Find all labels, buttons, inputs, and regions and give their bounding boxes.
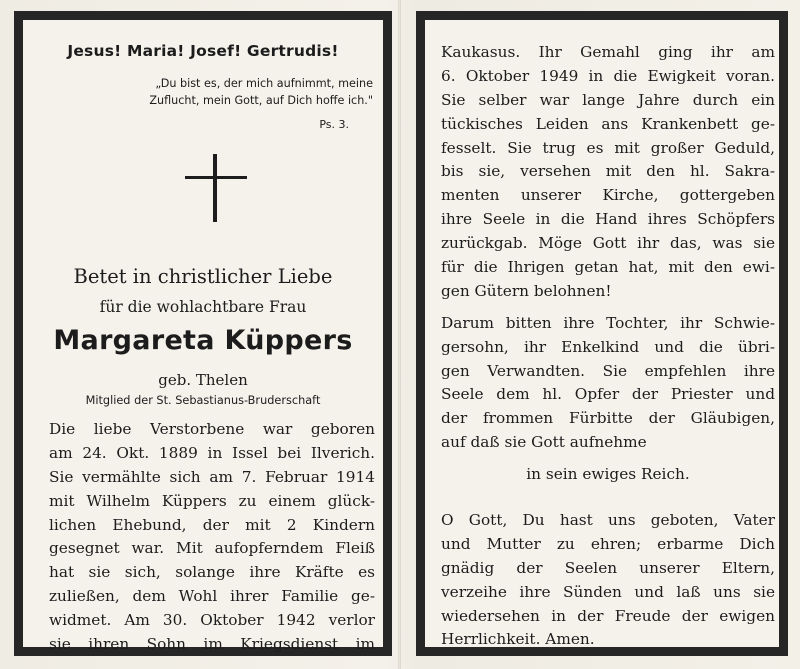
text-line: verzeihe ihre Sünden und laß uns sie xyxy=(441,582,775,601)
fold-crease xyxy=(398,0,401,669)
text-line: menten unserer Kirche, gottergeben xyxy=(441,186,775,205)
text-line: gen Gütern belohnen! xyxy=(441,281,612,300)
text-line: gesegnet war. Mit aufopferndem Fleiß xyxy=(49,539,375,558)
biography-text xyxy=(49,418,375,657)
memorial-text xyxy=(441,41,775,652)
cross-icon xyxy=(185,154,247,222)
text-line: Darum bitten ihre Tochter, ihr Schwie- xyxy=(441,313,775,332)
text-line: sie ihren Sohn im Kriegsdienst im xyxy=(49,635,375,654)
quote-line: „Du bist es, der mich aufnimmt, meine xyxy=(155,77,373,90)
deceased-name: Margareta Küppers xyxy=(53,325,353,356)
text-line: hat sie sich, solange ihre Kräfte es xyxy=(49,563,375,582)
text-line: zuließen, dem Wohl ihrer Familie ge- xyxy=(49,587,375,606)
text-line: O Gott, Du hast uns geboten, Vater xyxy=(441,511,775,530)
text-line: Die liebe Verstorbene war geboren xyxy=(49,420,375,438)
text-line: gnädig der Seelen unserer Eltern, xyxy=(441,558,775,577)
text-line: Sie selber war lange Jahre durch ein xyxy=(441,90,775,109)
text-line: 6. Oktober 1949 in die Ewigkeit voran. xyxy=(441,66,775,85)
text-line: auf daß sie Gott aufnehme xyxy=(441,433,647,452)
right-panel xyxy=(416,11,788,656)
text-line: und Mutter zu ehren; erbarme Dich xyxy=(441,534,775,553)
text-line: gen Verwandten. Sie empfehlen ihre xyxy=(441,361,775,380)
psalm-quote xyxy=(83,75,373,109)
quote-line: Zuflucht, mein Gott, auf Dich hoffe ich." xyxy=(149,94,373,107)
text-line: bis sie, versehen mit den hl. Sakra- xyxy=(441,162,775,181)
text-line: Herrlichkeit. Amen. xyxy=(441,630,595,649)
prayer-request: Betet in christlicher Liebe xyxy=(73,265,333,288)
maiden-name: geb. Thelen xyxy=(158,371,248,389)
text-line: ihre Seele in die Hand ihres Schöpfers xyxy=(441,210,775,229)
text-line: Kaukasus. Ihr Gemahl ging ihr am xyxy=(441,43,775,61)
text-line: wiedersehen in der Freude der ewigen xyxy=(441,606,775,625)
text-line: zurückgab. Möge Gott ihr das, was sie xyxy=(441,234,775,253)
left-panel xyxy=(14,11,392,656)
text-line-centered: in sein ewiges Reich. xyxy=(526,465,690,484)
paragraph-family xyxy=(441,312,775,487)
text-line: der frommen Fürbitte der Gläubigen, xyxy=(441,409,775,428)
text-line: Seele dem hl. Opfer der Priester und xyxy=(441,385,775,404)
text-line: tückisches Leiden ans Krankenbett ge- xyxy=(441,114,775,133)
membership-line: Mitglied der St. Sebastianus-Bruderschaft xyxy=(85,394,321,407)
text-line: für die Ihrigen getan hat, mit den ewi- xyxy=(441,258,775,277)
text-line: am 24. Okt. 1889 in Issel bei Ilverich. xyxy=(49,443,375,462)
text-line: lichen Ehebund, der mit 2 Kindern xyxy=(49,515,375,534)
paragraph-life xyxy=(441,41,775,304)
psalm-reference: Ps. 3. xyxy=(319,118,349,131)
text-line: fesselt. Sie trug es mit großer Geduld, xyxy=(441,138,775,157)
dedication-line: für die wohlachtbare Frau xyxy=(99,298,307,316)
text-line: widmet. Am 30. Oktober 1942 verlor xyxy=(49,611,375,630)
paragraph-prayer xyxy=(441,509,775,652)
text-line: mit Wilhelm Küppers zu einem glück- xyxy=(49,491,375,510)
invocation-header: Jesus! Maria! Josef! Gertrudis! xyxy=(67,42,339,60)
text-line: gersohn, ihr Enkelkind und die übri- xyxy=(441,337,775,356)
text-line: Sie vermählte sich am 7. Februar 1914 xyxy=(49,467,375,486)
